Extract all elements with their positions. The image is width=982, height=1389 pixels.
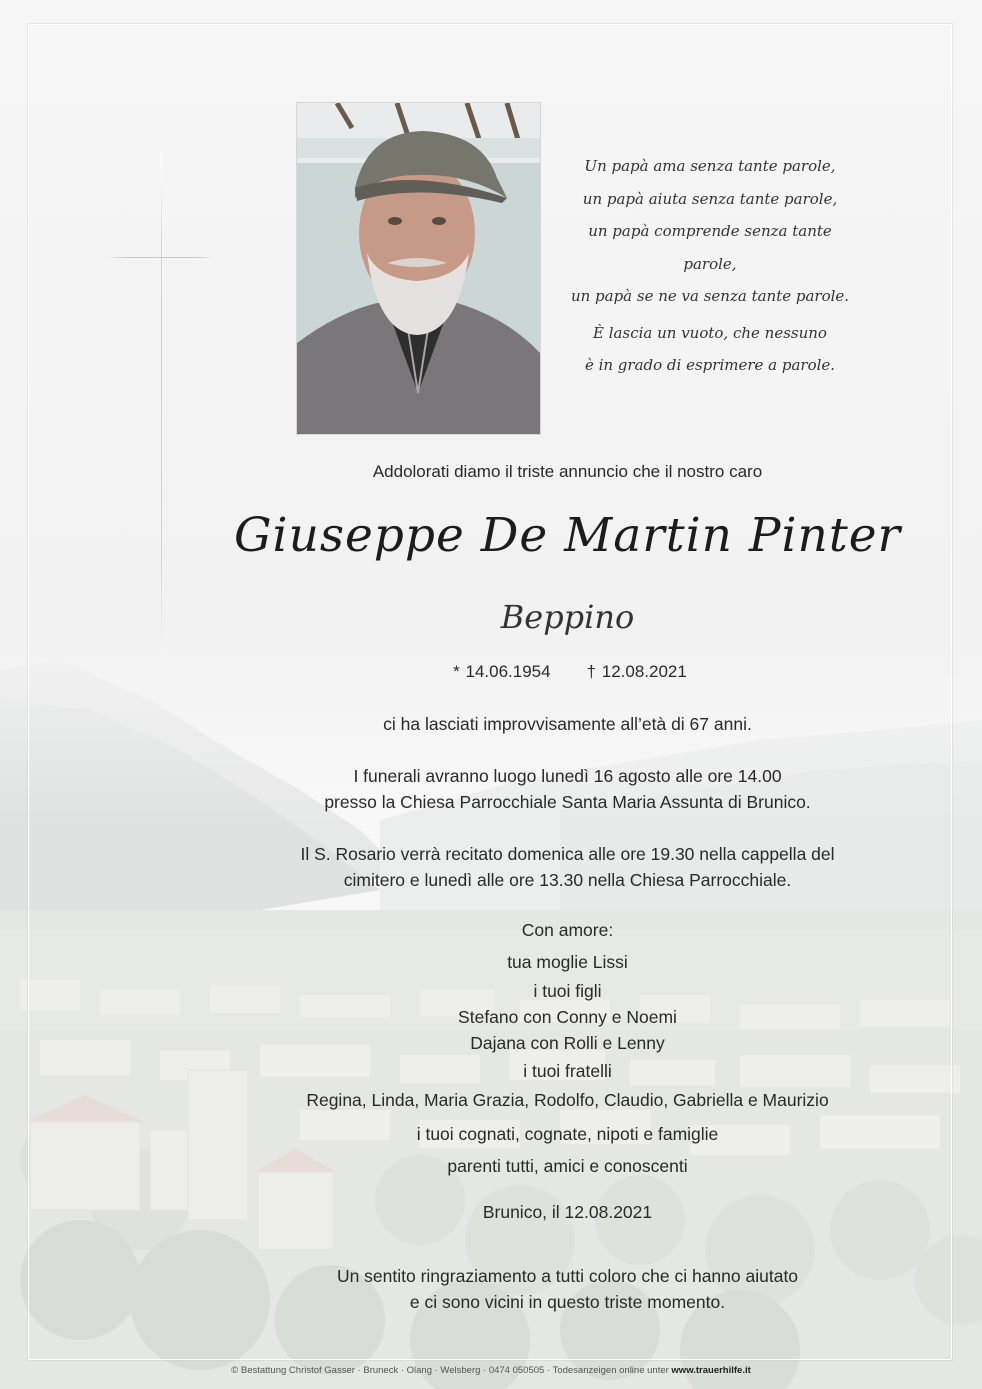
rosary-line: cimitero e lunedì alle ore 13.30 nella Chiesa Parrocchiale. [343, 870, 792, 890]
poem-line: un papà aiuta senza tante parole, [582, 189, 838, 208]
family-line: i tuoi figli [533, 981, 602, 1001]
family-line: parenti tutti, amici e conoscenti [447, 1156, 688, 1176]
cross-horizontal [108, 257, 214, 258]
funeral-info [230, 763, 905, 815]
poem-line: Un papà ama senza tante parole, [584, 157, 836, 175]
footer-website-link[interactable]: www.trauerhilfe.it [671, 1365, 751, 1376]
passing-text: ci ha lasciati improvvisamente all’età di 67 anni. [383, 714, 752, 734]
footer [0, 1365, 982, 1376]
family-line: i tuoi cognati, cognate, nipoti e famiglie [416, 1124, 719, 1144]
thanks-line: Un sentito ringraziamento a tutti coloro che ci hanno aiutato [336, 1266, 799, 1286]
family-line: Regina, Linda, Maria Grazia, Rodolfo, Claudio, Gabriella e Maurizio [306, 1090, 829, 1110]
footer-text: © Bestattung Christof Gasser · Bruneck · Olang · Welsberg · 0474 050505 · Todesanzeigen online unter [231, 1365, 672, 1376]
place-date: Brunico, il 12.08.2021 [482, 1202, 653, 1222]
poem-line: un papà se ne va senza tante parole. [570, 287, 850, 305]
cross-vertical [161, 154, 162, 652]
portrait-photo [296, 102, 541, 435]
rosary-line: Il S. Rosario verrà recitato domenica alle ore 19.30 nella cappella del [300, 844, 835, 864]
family-line: Stefano con Conny e Noemi [458, 1007, 677, 1027]
life-dates [360, 662, 780, 682]
poem-line: è in grado di esprimere a parole. [584, 356, 836, 374]
poem [560, 150, 860, 382]
family-line: Con amore: [521, 920, 614, 940]
deceased-nickname: Beppino [500, 598, 635, 636]
rosary-info [230, 841, 905, 893]
poem-line: un papà comprende senza tante parole, [588, 222, 832, 273]
funeral-line: I funerali avranno luogo lunedì 16 agosto alle ore 14.00 [353, 766, 782, 786]
family-line: tua moglie Lissi [507, 952, 628, 972]
family-line: i tuoi fratelli [523, 1061, 612, 1081]
deceased-name: Giuseppe De Martin Pinter [234, 508, 901, 563]
thanks-line: e ci sono vicini in questo triste momento. [409, 1292, 726, 1312]
thanks-text [230, 1263, 905, 1315]
family-line: Dajana con Rolli e Lenny [470, 1033, 665, 1053]
death-date: † 12.08.2021 [586, 662, 687, 681]
funeral-line: presso la Chiesa Parrocchiale Santa Maria Assunta di Brunico. [324, 792, 811, 812]
birth-date: * 14.06.1954 [453, 662, 551, 681]
poem-line: È lascia un vuoto, che nessuno [593, 323, 827, 342]
announcement-intro: Addolorati diamo il triste annuncio che il nostro caro [372, 462, 763, 481]
family-list [230, 914, 905, 1182]
